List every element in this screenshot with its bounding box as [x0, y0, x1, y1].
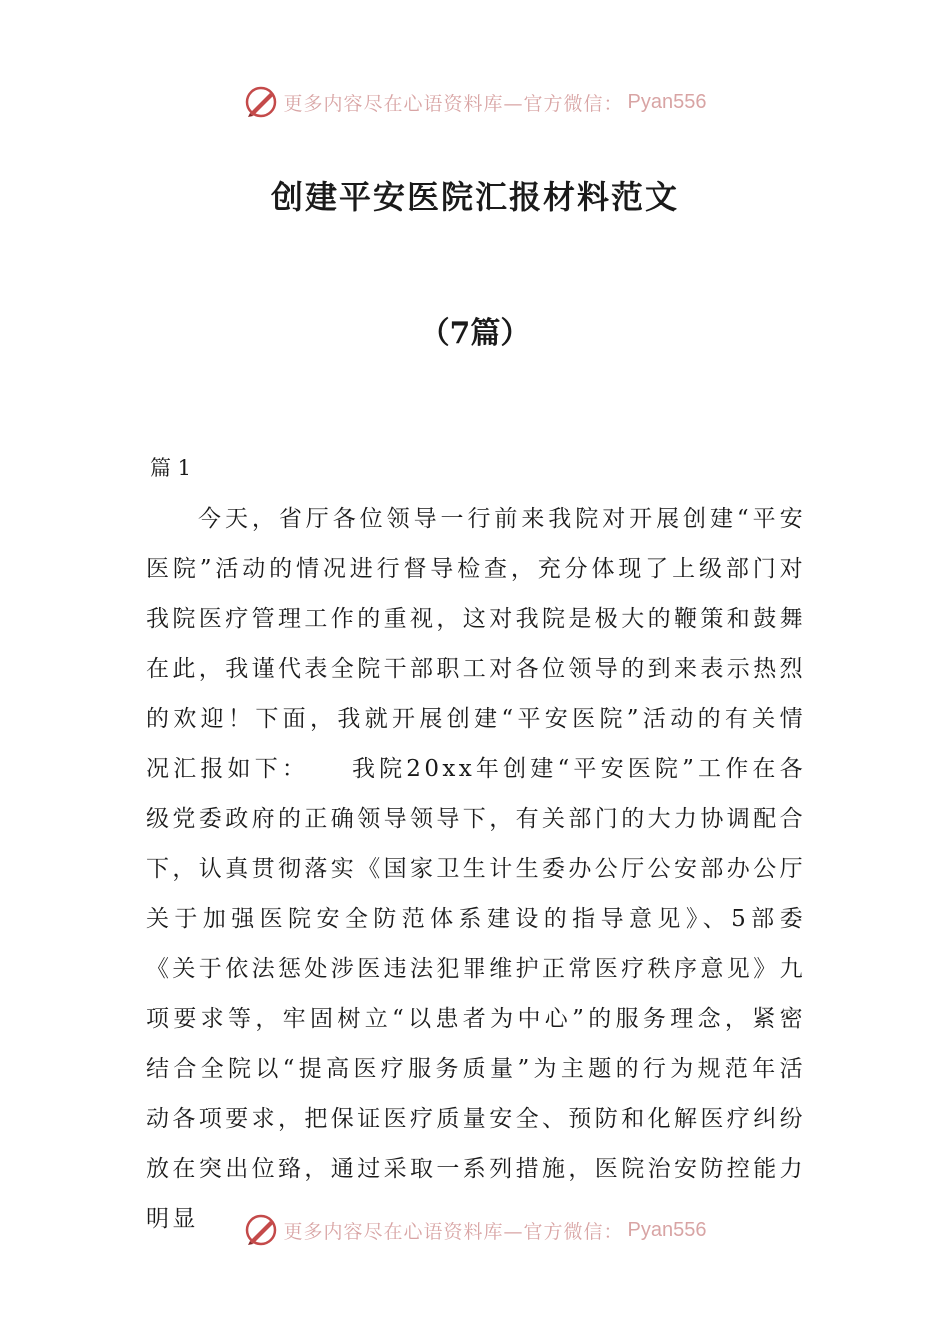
- document-subtitle: （7篇）: [419, 316, 531, 351]
- section-label: 篇 1: [150, 456, 192, 480]
- header-watermark: [0, 82, 950, 122]
- body-paragraph: 今天，省厅各位领导一行前来我院对开展创建“平安医院”活动的情况进行督导检查，充分体现了上级部门对我院医疗管理工作的重视，这对我院是极大的鞭策和鼓舞在此，我谨代表全院干部职工对各位领导的到来表示热烈的欢迎！下面，我就开展创建“平安医院”活动的有关情况汇报如下： 我院20xx年创建“平安医院”工作在各级党委政府的正确领导领导下，有关部门的大力协调配合下，认真贯彻落实《国家卫生计生委办公厅公安部办公厅关于加强医院安全防范体系建设的指导意见》、5部委《关于依法惩处涉医违法犯罪维护正常医疗秩序意见》九项要求等，牢固树立“以患者为中心”的服务理念，紧密结合全院以“提高医疗服务质量”为主题的行为规范年活动各项要求，把保证医疗质量安全、预防和化解医疗纠纷放在突出位臵，通过采取一系列措施，医院治安防控能力明显: [146, 506, 806, 1232]
- watermark-text: 更多内容尽在心语资料库—官方微信：: [283, 92, 624, 115]
- watermark-wechat-id: Pyan556: [627, 90, 707, 113]
- pen-circle-logo-icon: [244, 85, 278, 119]
- pen-circle-logo-icon: [244, 1213, 278, 1247]
- document-title: 创建平安医院汇报材料范文: [270, 178, 679, 216]
- footer-watermark: [0, 1210, 950, 1250]
- watermark-text: 更多内容尽在心语资料库—官方微信：: [283, 1220, 624, 1243]
- watermark-wechat-id: Pyan556: [627, 1218, 707, 1241]
